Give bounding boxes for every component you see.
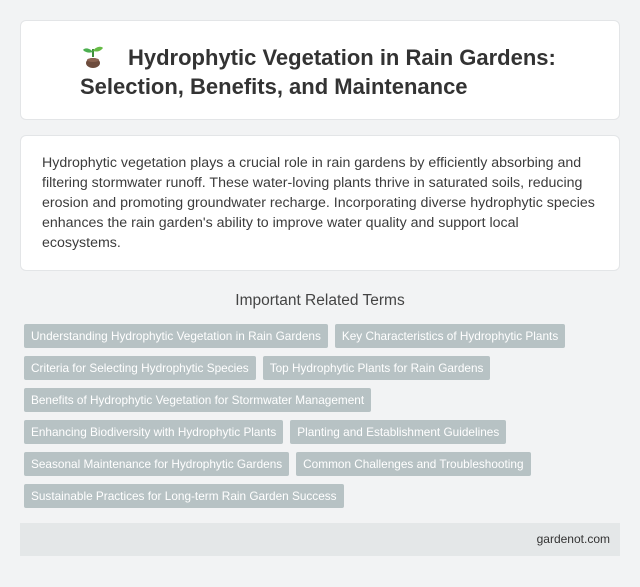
related-term-tag[interactable]: Benefits of Hydrophytic Vegetation for Stormwater Management <box>24 388 371 412</box>
related-term-tag[interactable]: Understanding Hydrophytic Vegetation in Rain Gardens <box>24 324 328 348</box>
related-term-tag[interactable]: Top Hydrophytic Plants for Rain Gardens <box>263 356 491 380</box>
related-term-tag[interactable]: Sustainable Practices for Long-term Rain Garden Success <box>24 484 344 508</box>
tag-row <box>24 452 614 484</box>
related-term-tag[interactable]: Common Challenges and Troubleshooting <box>296 452 530 476</box>
related-terms-list <box>24 324 614 516</box>
page-title-text: Hydrophytic Vegetation in Rain Gardens: Selection, Benefits, and Maintenance <box>80 45 556 99</box>
tag-row <box>24 388 614 420</box>
tag-row <box>24 420 614 452</box>
related-term-tag[interactable]: Criteria for Selecting Hydrophytic Species <box>24 356 256 380</box>
related-term-tag[interactable]: Key Characteristics of Hydrophytic Plants <box>335 324 565 348</box>
tag-row <box>24 484 614 516</box>
intro-text: Hydrophytic vegetation plays a crucial role in rain gardens by efficiently absorbing and filtering stormwater runoff. These water-loving plants thrive in saturated soils, reducing erosion and promoting groundwater recharge. Incorporating diverse hydrophytic species enhances the rain garden's ability to improve water quality and support local ecosystems. <box>42 155 595 251</box>
related-term-tag[interactable]: Planting and Establishment Guidelines <box>290 420 506 444</box>
related-term-tag[interactable]: Seasonal Maintenance for Hydrophytic Gardens <box>24 452 289 476</box>
page-title <box>80 43 560 101</box>
footer-site-link[interactable]: gardenot.com <box>536 532 610 546</box>
related-terms-heading: Important Related Terms <box>235 292 405 309</box>
tag-row <box>24 324 614 356</box>
footer <box>20 523 620 556</box>
tag-row <box>24 356 614 388</box>
intro-card <box>20 135 620 271</box>
related-term-tag[interactable]: Enhancing Biodiversity with Hydrophytic Plants <box>24 420 283 444</box>
sprout-icon <box>80 43 106 69</box>
title-card <box>20 20 620 120</box>
